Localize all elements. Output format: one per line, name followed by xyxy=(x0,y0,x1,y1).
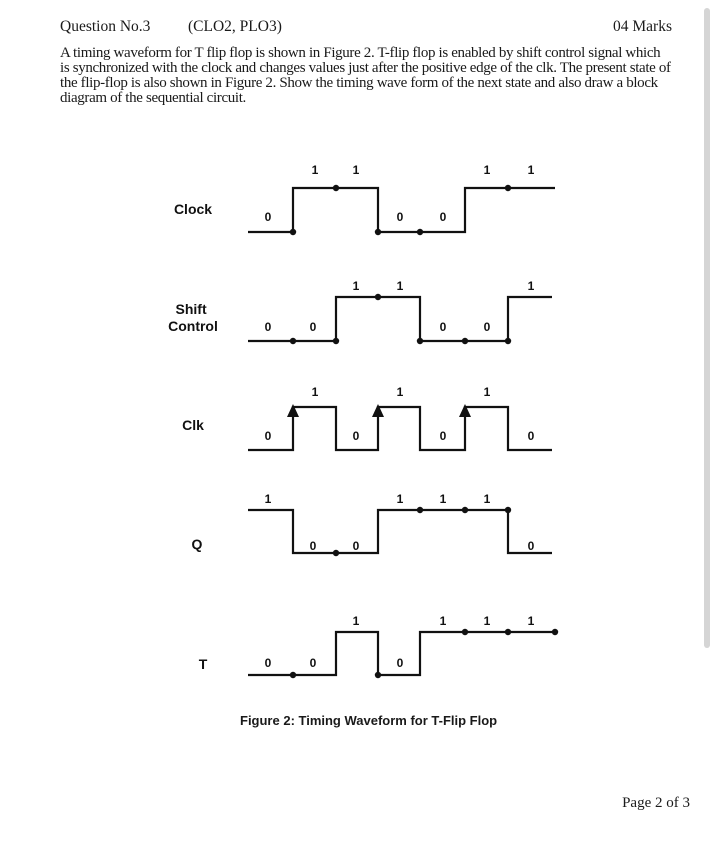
sample-dot xyxy=(333,550,339,556)
question-paragraph: A timing waveform for T flip flop is shown in Figure 2. T-flip flop is enabled by shift control signal which is synchronized with the clock and changes values just after the positive edge of the clk. The present state of the flip-flop is also shown in Figure 2. Show the timing wave form of the next state and also draw a block diagram of the sequential circuit. xyxy=(60,45,671,106)
value-label: 1 xyxy=(439,492,447,506)
value-label: 1 xyxy=(352,614,360,628)
value-label: 0 xyxy=(352,539,360,553)
sample-dot xyxy=(375,294,381,300)
value-label: 1 xyxy=(527,279,535,293)
sample-dot xyxy=(505,507,511,513)
value-label: 1 xyxy=(527,163,535,177)
signal-name-clk: Clk xyxy=(182,417,204,433)
value-label: 0 xyxy=(264,210,272,224)
value-label: 1 xyxy=(483,614,491,628)
value-label: 0 xyxy=(309,656,317,670)
value-label: 0 xyxy=(309,320,317,334)
value-label: 1 xyxy=(396,492,404,506)
question-number: Question No.3 xyxy=(60,18,151,35)
sample-dot xyxy=(375,672,381,678)
value-label: 0 xyxy=(352,429,360,443)
sample-dot xyxy=(462,338,468,344)
value-label: 0 xyxy=(264,656,272,670)
sample-dot xyxy=(505,185,511,191)
value-label: 1 xyxy=(264,492,272,506)
signal-name-shift xyxy=(168,301,218,334)
sample-dot xyxy=(375,229,381,235)
marks-label: 04 Marks xyxy=(613,18,672,35)
sample-dot xyxy=(462,507,468,513)
value-label: 0 xyxy=(439,429,447,443)
value-label: 1 xyxy=(311,385,319,399)
sample-dot xyxy=(505,629,511,635)
value-label: 0 xyxy=(527,429,535,443)
shift-control-waveform xyxy=(248,297,552,341)
sample-dot xyxy=(417,507,423,513)
page-number: Page 2 of 3 xyxy=(622,795,690,811)
sample-dot xyxy=(290,229,296,235)
sample-dot xyxy=(290,672,296,678)
sample-dot xyxy=(417,229,423,235)
value-label: 0 xyxy=(309,539,317,553)
value-label: 0 xyxy=(439,320,447,334)
value-label: 0 xyxy=(396,210,404,224)
sample-dot xyxy=(417,338,423,344)
value-label: 1 xyxy=(483,163,491,177)
value-label: 1 xyxy=(483,492,491,506)
value-label: 0 xyxy=(264,320,272,334)
q-waveform xyxy=(248,510,552,553)
sample-dot xyxy=(333,338,339,344)
figure-caption: Figure 2: Timing Waveform for T-Flip Flop xyxy=(240,713,498,728)
value-label: 0 xyxy=(396,656,404,670)
clo-plo-label: (CLO2, PLO3) xyxy=(188,18,282,35)
signal-name-t: T xyxy=(198,656,208,672)
signal-name-shift-line1: Shift xyxy=(175,301,207,317)
value-label: 0 xyxy=(439,210,447,224)
signal-name-q: Q xyxy=(191,536,203,552)
value-label: 1 xyxy=(311,163,319,177)
sample-dot xyxy=(552,629,558,635)
sample-dot xyxy=(290,338,296,344)
value-label: 1 xyxy=(396,279,404,293)
value-label: 0 xyxy=(264,429,272,443)
value-label: 1 xyxy=(352,163,360,177)
value-label: 1 xyxy=(527,614,535,628)
sample-dot xyxy=(505,338,511,344)
sample-dots xyxy=(290,185,558,678)
sample-dot xyxy=(333,185,339,191)
value-label: 1 xyxy=(439,614,447,628)
value-label: 0 xyxy=(483,320,491,334)
vertical-scrollbar[interactable] xyxy=(704,8,710,648)
value-label: 1 xyxy=(396,385,404,399)
signal-name-shift-line2: Control xyxy=(168,318,218,334)
value-label: 0 xyxy=(527,539,535,553)
value-label: 1 xyxy=(483,385,491,399)
signal-name-clock: Clock xyxy=(173,201,213,217)
sample-dot xyxy=(462,629,468,635)
value-label: 1 xyxy=(352,279,360,293)
